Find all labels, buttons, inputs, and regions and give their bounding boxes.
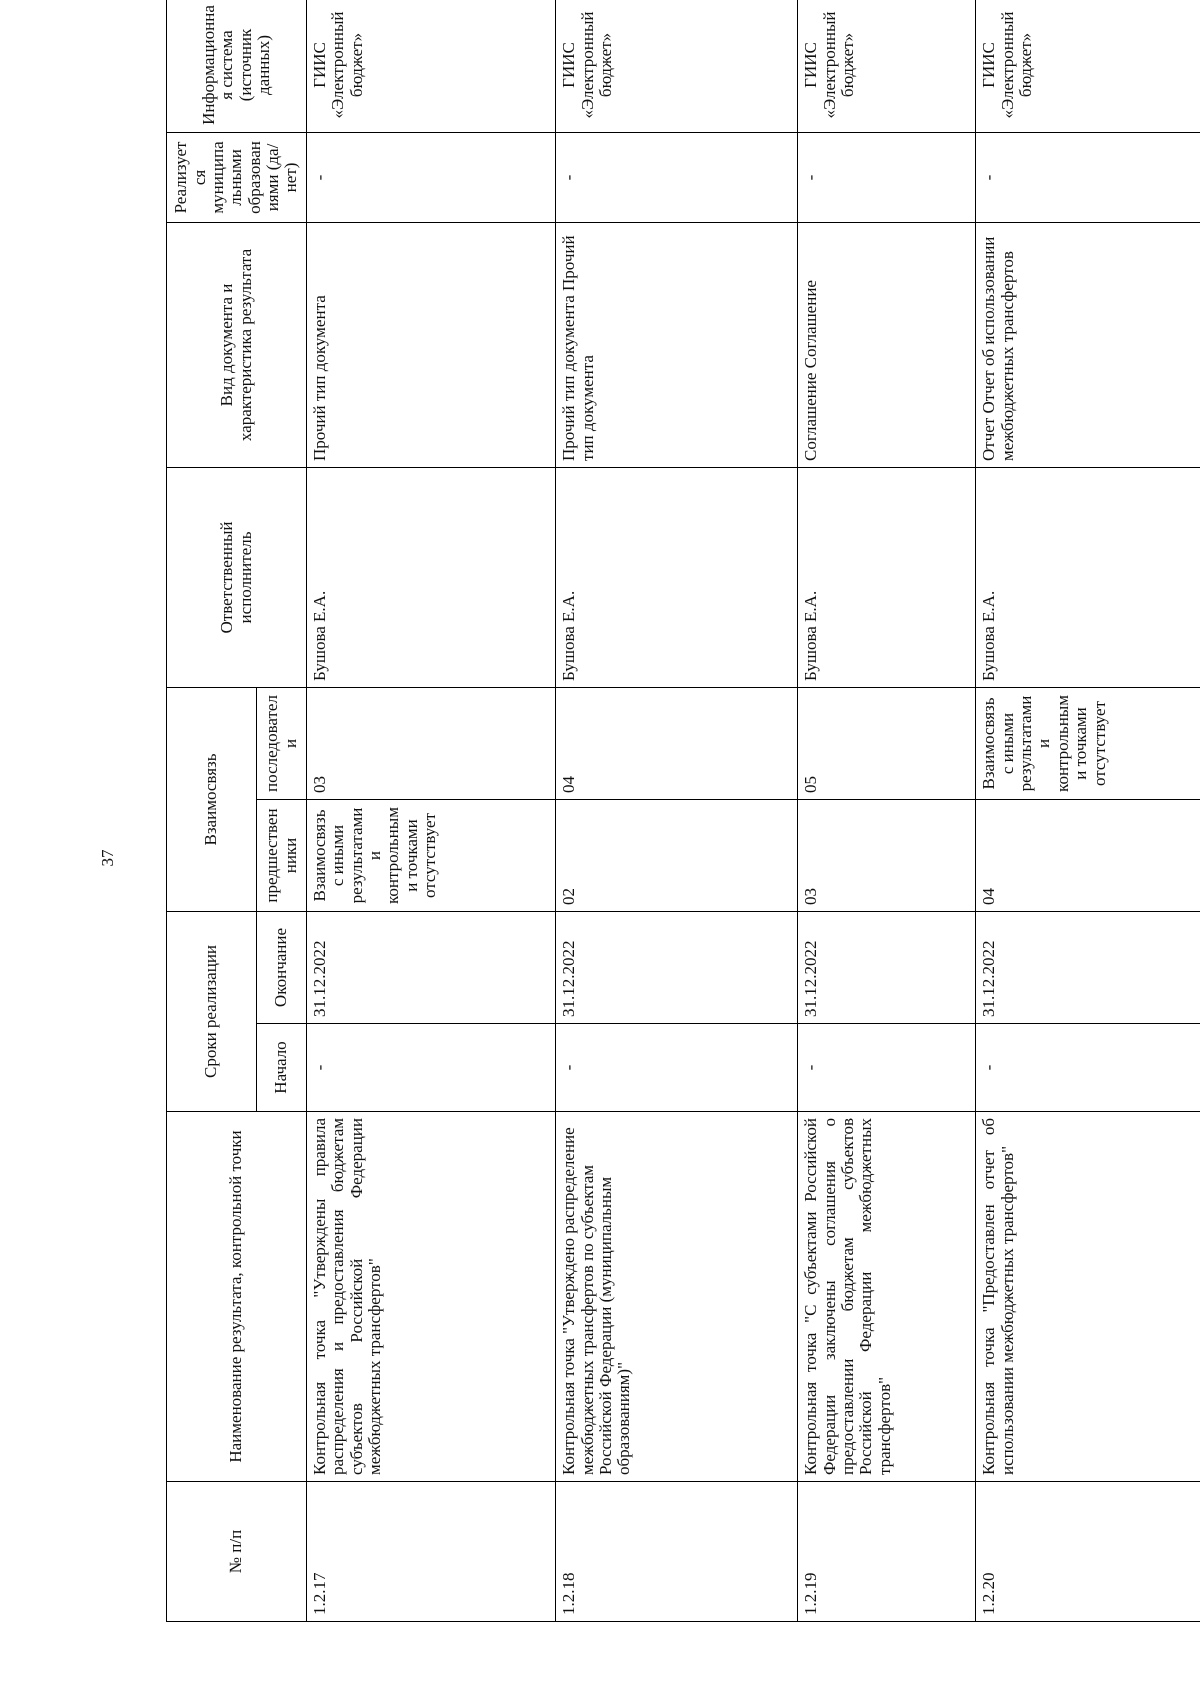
table-row: [307, 0, 556, 1622]
page-number: 37: [98, 849, 117, 867]
table-row: [976, 0, 1200, 1622]
cell-document: Прочий тип документа Прочий тип документа: [556, 222, 798, 467]
cell-end: 31.12.2022: [976, 912, 1200, 1024]
cell-document: Отчет Отчет об использовании межбюджетных трансфертов: [976, 222, 1200, 467]
cell-document: Соглашение Соглашение: [798, 222, 976, 467]
header-name: Наименование результата, контрольной точки: [167, 1112, 307, 1482]
header-document: Вид документа и характеристика результата: [167, 222, 307, 467]
cell-responsible: Бушова Е.А.: [307, 467, 556, 687]
cell-info-system: ГИИС «Электронный бюджет»: [556, 0, 798, 132]
cell-start: -: [798, 1024, 976, 1112]
cell-municipal: -: [307, 132, 556, 222]
cell-start: -: [307, 1024, 556, 1112]
cell-predecessors: Взаимосвязь с иными результатами и контрольными точками отсутствует: [307, 800, 556, 912]
cell-predecessors: 03: [798, 800, 976, 912]
cell-predecessors: 02: [556, 800, 798, 912]
cell-end: 31.12.2022: [798, 912, 976, 1024]
cell-responsible: Бушова Е.А.: [556, 467, 798, 687]
header-period: Сроки реализации: [167, 912, 257, 1112]
header-row-1: [167, 0, 257, 1622]
cell-successors: 03: [307, 687, 556, 799]
table-row: [798, 0, 976, 1622]
header-successors: последователи: [257, 687, 307, 799]
header-responsible: Ответственный исполнитель: [167, 467, 307, 687]
header-link: Взаимосвязь: [167, 687, 257, 911]
table-row: [556, 0, 798, 1622]
cell-municipal: -: [556, 132, 798, 222]
header-start: Начало: [257, 1024, 307, 1112]
cell-responsible: Бушова Е.А.: [976, 467, 1200, 687]
cell-num: 1.2.18: [556, 1482, 798, 1622]
cell-num: 1.2.20: [976, 1482, 1200, 1622]
header-info-system: Информационная система (источник данных): [167, 0, 307, 132]
header-end: Окончание: [257, 912, 307, 1024]
cell-document: Прочий тип документа: [307, 222, 556, 467]
cell-end: 31.12.2022: [307, 912, 556, 1024]
rotated-table-container: [166, 5, 1200, 1622]
cell-successors: 05: [798, 687, 976, 799]
cell-responsible: Бушова Е.А.: [798, 467, 976, 687]
cell-municipal: -: [798, 132, 976, 222]
cell-successors: 04: [556, 687, 798, 799]
cell-info-system: ГИИС «Электронный бюджет»: [307, 0, 556, 132]
cell-name: Контрольная точка "С субъектами Российской Федерации заключены соглашения о предоставлении бюджетам субъектов Российской Федерации межбюджетных трансфертов": [798, 1112, 976, 1482]
cell-num: 1.2.17: [307, 1482, 556, 1622]
cell-start: -: [556, 1024, 798, 1112]
cell-municipal: -: [976, 132, 1200, 222]
cell-successors: Взаимосвязь с иными результатами и контрольными точками отсутствует: [976, 687, 1200, 799]
cell-end: 31.12.2022: [556, 912, 798, 1024]
cell-name: Контрольная точка "Утверждены правила распределения и предоставления бюджетам субъектов Российской Федерации межбюджетных трансфертов": [307, 1112, 556, 1482]
cell-name: Контрольная точка "Утверждено распределение межбюджетных трансфертов по субъектам Российской Федерации (муниципальным образованиям)": [556, 1112, 798, 1482]
results-table: [166, 0, 1200, 1622]
cell-num: 1.2.19: [798, 1482, 976, 1622]
cell-predecessors: 04: [976, 800, 1200, 912]
cell-info-system: ГИИС «Электронный бюджет»: [798, 0, 976, 132]
cell-start: -: [976, 1024, 1200, 1112]
header-municipal: Реализуется муниципальными образованиями (да/нет): [167, 132, 307, 222]
header-predecessors: предшественники: [257, 800, 307, 912]
cell-info-system: ГИИС «Электронный бюджет»: [976, 0, 1200, 132]
cell-name: Контрольная точка "Предоставлен отчет об использовании межбюджетных трансфертов": [976, 1112, 1200, 1482]
header-num: № п/п: [167, 1482, 307, 1622]
